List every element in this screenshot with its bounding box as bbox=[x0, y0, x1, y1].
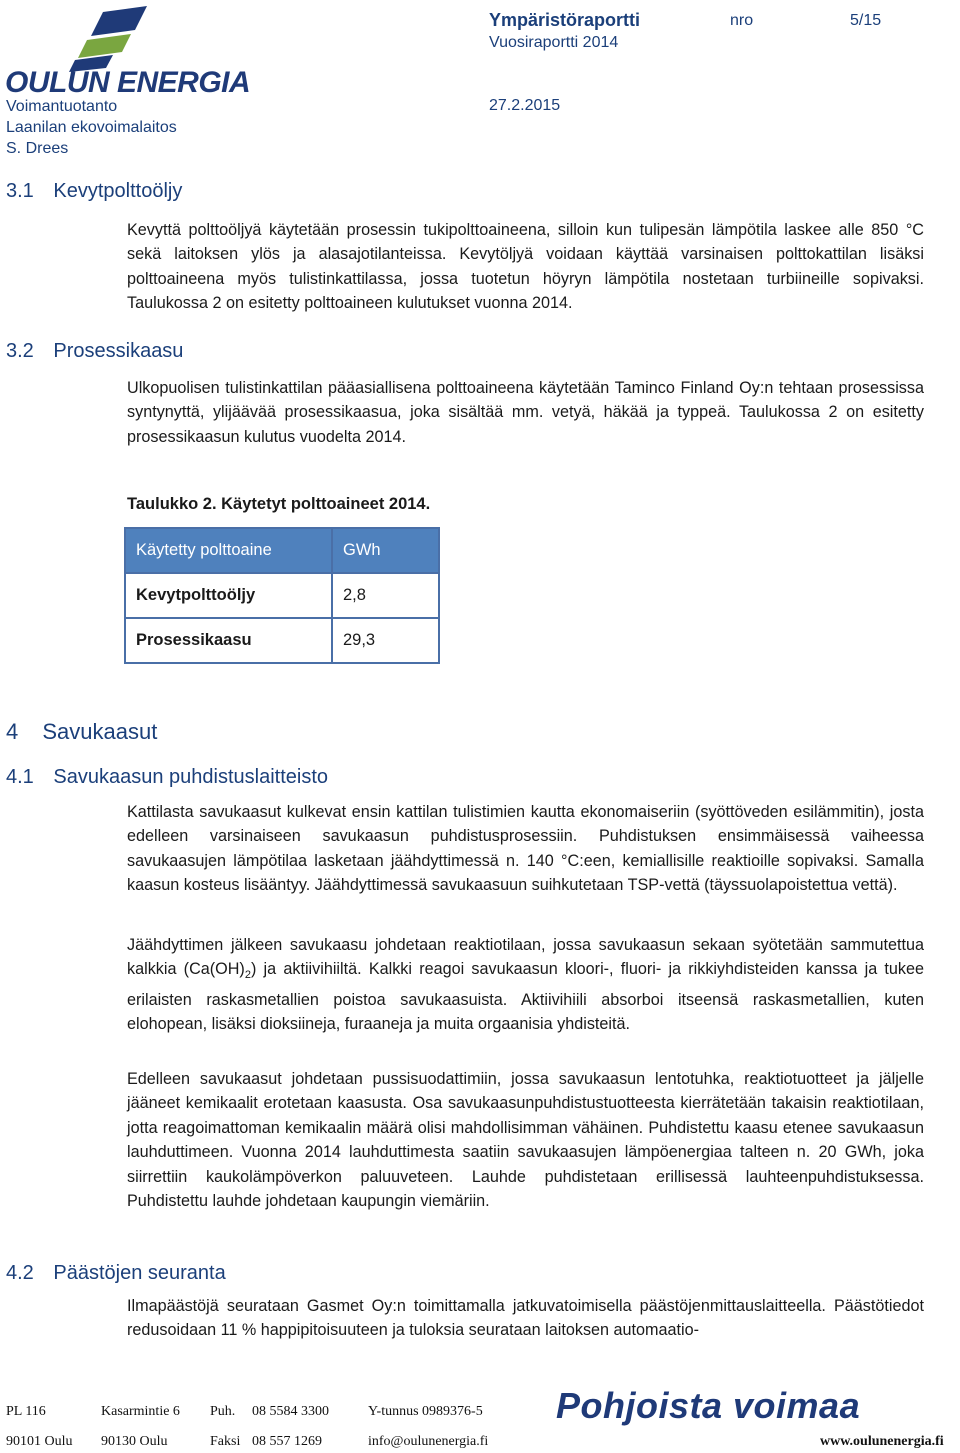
section-4-heading bbox=[6, 719, 157, 745]
table-cell: Kevytpolttoöljy bbox=[125, 573, 332, 618]
footer-phone-label: Puh. bbox=[210, 1404, 236, 1419]
section-3-2-heading bbox=[6, 340, 183, 363]
section-4-1-paragraph-3: Edelleen savukaasut johdetaan pussisuodattimiin, jossa savukaasun lentotuhka, reaktiotuotteet ja jäljelle jääneet kemikaalit erotetaan kaasusta. Osa savukaasunpuhdistustuotteesta kierrätetään takaisin reaktiotilaan, jotta reagoimattoman kemikaalin määrä olisi mahdollisimman vähäinen. Puhdistettu kaasu etenee savukaasun lauhduttimeen. Vuonna 2014 lauhduttimesta saatiin savukaasujen lämpöenergiaa talteen n. 20 GWh, joka siirrettiin kaukolämpöverkon paluuveteen. Lauhde puhdistetaan erillisessä lauhteenpuhdistuksessa. Puhdistettu lauhde johdetaan kaupungin viemäriin. bbox=[127, 1070, 924, 1211]
footer-street: Kasarmintie 6 bbox=[101, 1404, 180, 1419]
section-title: Kevytpolttoöljy bbox=[53, 180, 183, 202]
table-cell: 2,8 bbox=[332, 573, 439, 618]
plant-name: Laanilan ekovoimalaitos bbox=[6, 119, 177, 136]
table-row bbox=[125, 573, 439, 618]
section-4-1-paragraph-1: Kattilasta savukaasut kulkevat ensin kattilan tulistimien kautta ekonomaiseriin (syöttöveden esilämmitin), josta edelleen varsinaiseen savukaasun puhdistusprosessiin. Puhdistuksen ensimmäisessä vaiheessa savukaasujen lämpötilaa lasketaan jäähdyttimessä n. 140 °C:een, kemiallisille reaktioille sopivaksi. Samalla kaasun kosteus lisääntyy. Jäähdyttimessä savukaasuun suihkutetaan TSP-vettä (täyssuolapoistettua vettä). bbox=[127, 803, 924, 895]
author: S. Drees bbox=[6, 140, 69, 157]
footer-phone: 08 5584 3300 bbox=[252, 1404, 329, 1419]
table-header-cell: GWh bbox=[332, 528, 439, 573]
nro-label: nro bbox=[730, 12, 754, 29]
section-4-1-heading bbox=[6, 766, 328, 789]
table-header-row bbox=[125, 528, 439, 573]
table-cell: Prosessikaasu bbox=[125, 618, 332, 663]
page-number: 5/15 bbox=[850, 12, 882, 29]
section-title: Savukaasut bbox=[42, 719, 158, 744]
table-caption: Taulukko 2. Käytetyt polttoaineet 2014. bbox=[127, 495, 431, 513]
section-4-2-heading bbox=[6, 1262, 226, 1285]
section-4-1-paragraph-2: Jäähdyttimen jälkeen savukaasu johdetaan reaktiotilaan, jossa savukaasun sekaan syötetään sammutettua kalkkia $(Ca(OH)_2)$ ja aktiivihiiltä. Kalkki reagoi savukaasun kloori-, fluori- ja rikkiyhdisteiden kanssa ja tukee erilaisten raskasmetallien poistoa savukaasuista. Aktiivihiili absorboi itseensä raskasmetallien, kuten elohopean, lisäksi dioksiineja, furaaneja ja muita orgaanisia yhdisteitä. bbox=[127, 936, 924, 1034]
section-3-1-text: Kevyttä polttoöljyä käytetään prosessin tukipolttoaineena, silloin kun tulipesän lämpötila laskee alle 850 °C sekä laitoksen ylös ja alasajotilanteissa. Kevytöljyä voidaan käyttää varsinaisen polttokattilan lisäksi polttoaineena myös tulistinkattilassa, jossa tuotetun höyryn lämpötila nostetaan turbiineille sopivaksi. Taulukossa 2 on esitetty polttoaineen kulutukset vuonna 2014. bbox=[127, 221, 924, 313]
section-number: 3.2 bbox=[6, 340, 34, 362]
footer-fax-label: Faksi bbox=[210, 1434, 241, 1449]
report-date: 27.2.2015 bbox=[489, 97, 561, 114]
footer-street-city: 90130 Oulu bbox=[101, 1434, 168, 1449]
footer-fax: 08 557 1269 bbox=[252, 1434, 322, 1449]
section-title: Savukaasun puhdistuslaitteisto bbox=[53, 766, 328, 788]
table-row bbox=[125, 618, 439, 663]
footer-website[interactable]: www.oulunenergia.fi bbox=[820, 1434, 944, 1449]
report-subtitle: Vuosiraportti 2014 bbox=[489, 34, 619, 51]
section-number: 4 bbox=[6, 719, 19, 744]
table-header-cell: Käytetty polttoaine bbox=[125, 528, 332, 573]
department: Voimantuotanto bbox=[6, 98, 118, 115]
section-title: Päästöjen seuranta bbox=[53, 1262, 226, 1284]
section-number: 3.1 bbox=[6, 180, 34, 202]
footer-business-id: Y-tunnus 0989376-5 bbox=[368, 1404, 483, 1419]
fuel-table bbox=[124, 527, 440, 664]
footer-po-box: PL 116 bbox=[6, 1404, 46, 1419]
company-logo-text: OULUN ENERGIA bbox=[5, 66, 251, 99]
section-number: 4.2 bbox=[6, 1262, 34, 1284]
company-logo bbox=[5, 4, 251, 99]
report-title: Ympäristöraportti bbox=[489, 10, 641, 30]
section-number: 4.1 bbox=[6, 766, 34, 788]
partner-logo: Pohjoista voimaa bbox=[556, 1385, 861, 1426]
section-3-1-heading bbox=[6, 180, 182, 203]
footer-po-city: 90101 Oulu bbox=[6, 1434, 73, 1449]
section-3-2-text: Ulkopuolisen tulistinkattilan pääasiallisena polttoaineena käytetään Taminco Finland Oy:n tehtaan prosessissa syntynyttä, ylijäävää prosessikaasua, joka sisältää mm. vetyä, häkää ja typpeä. Taulukossa 2 on esitetty prosessikaasun kulutus vuodelta 2014. bbox=[127, 379, 924, 446]
section-4-2-text: Ilmapäästöjä seurataan Gasmet Oy:n toimittamalla jatkuvatoimisella päästöjenmittauslaitteella. Päästötiedot redusoidaan 11 % happipitoisuuteen ja tuloksia seurataan laitoksen automaatio- bbox=[127, 1297, 924, 1340]
table-cell: 29,3 bbox=[332, 618, 439, 663]
footer-email[interactable]: info@oulunenergia.fi bbox=[368, 1434, 489, 1449]
section-title: Prosessikaasu bbox=[53, 340, 184, 362]
